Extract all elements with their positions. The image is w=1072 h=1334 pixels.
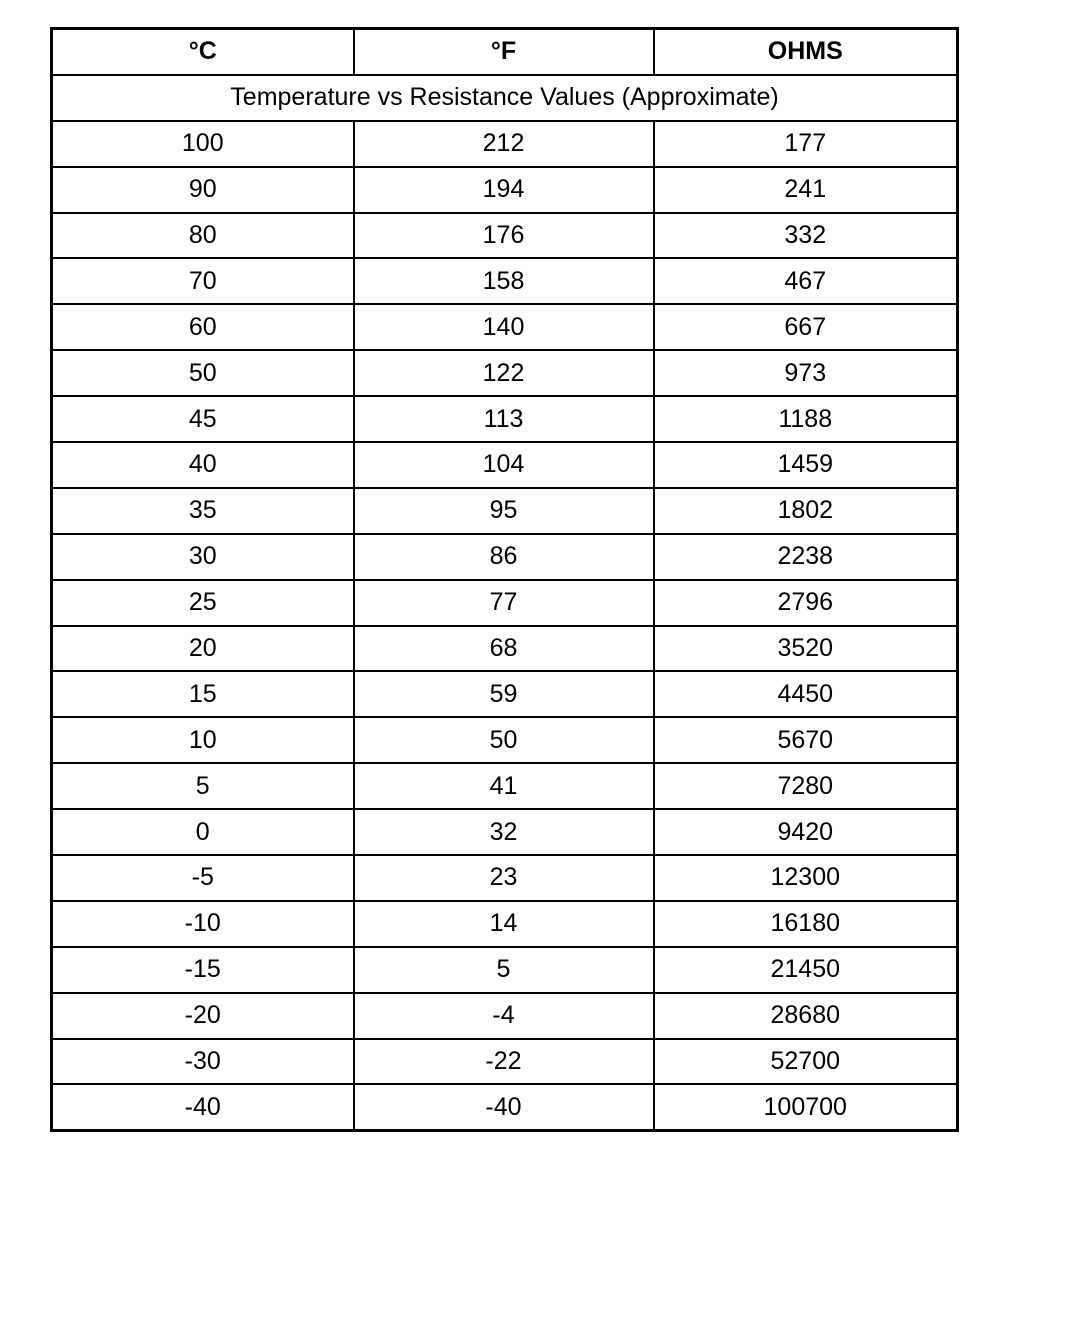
ohms-cell: 1802: [654, 488, 958, 534]
fahrenheit-cell: 14: [354, 901, 654, 947]
table-row: [52, 442, 958, 488]
celsius-cell: 40: [52, 442, 354, 488]
table-row: [52, 488, 958, 534]
table-row: [52, 258, 958, 304]
fahrenheit-cell: 176: [354, 213, 654, 259]
table-row: [52, 213, 958, 259]
celsius-cell: 30: [52, 534, 354, 580]
celsius-cell: 20: [52, 626, 354, 672]
ohms-cell: 100700: [654, 1084, 958, 1130]
fahrenheit-cell: 23: [354, 855, 654, 901]
fahrenheit-cell: 158: [354, 258, 654, 304]
table-row: [52, 350, 958, 396]
ohms-cell: 1459: [654, 442, 958, 488]
celsius-cell: -15: [52, 947, 354, 993]
ohms-cell: 7280: [654, 763, 958, 809]
celsius-cell: 70: [52, 258, 354, 304]
ohms-cell: 2796: [654, 580, 958, 626]
fahrenheit-cell: 122: [354, 350, 654, 396]
celsius-cell: 15: [52, 671, 354, 717]
fahrenheit-cell: 194: [354, 167, 654, 213]
header-ohms: OHMS: [654, 29, 958, 75]
ohms-cell: 241: [654, 167, 958, 213]
caption-row: [52, 75, 958, 121]
fahrenheit-cell: 212: [354, 121, 654, 167]
header-row: [52, 29, 958, 75]
table-row: [52, 1084, 958, 1130]
table-caption: Temperature vs Resistance Values (Approximate): [52, 75, 958, 121]
fahrenheit-cell: -40: [354, 1084, 654, 1130]
ohms-cell: 973: [654, 350, 958, 396]
ohms-cell: 2238: [654, 534, 958, 580]
ohms-cell: 1188: [654, 396, 958, 442]
ohms-cell: 5670: [654, 717, 958, 763]
header-celsius: °C: [52, 29, 354, 75]
table-row: [52, 993, 958, 1039]
ohms-cell: 21450: [654, 947, 958, 993]
celsius-cell: 100: [52, 121, 354, 167]
ohms-cell: 467: [654, 258, 958, 304]
celsius-cell: -5: [52, 855, 354, 901]
fahrenheit-cell: 41: [354, 763, 654, 809]
ohms-cell: 177: [654, 121, 958, 167]
table-row: [52, 717, 958, 763]
celsius-cell: 90: [52, 167, 354, 213]
celsius-cell: -10: [52, 901, 354, 947]
fahrenheit-cell: 32: [354, 809, 654, 855]
table-row: [52, 167, 958, 213]
celsius-cell: 5: [52, 763, 354, 809]
table-row: [52, 580, 958, 626]
fahrenheit-cell: 95: [354, 488, 654, 534]
celsius-cell: 80: [52, 213, 354, 259]
table-row: [52, 763, 958, 809]
table-row: [52, 304, 958, 350]
fahrenheit-cell: 140: [354, 304, 654, 350]
table-row: [52, 901, 958, 947]
celsius-cell: 45: [52, 396, 354, 442]
celsius-cell: 35: [52, 488, 354, 534]
table-row: [52, 947, 958, 993]
fahrenheit-cell: -4: [354, 993, 654, 1039]
table-row: [52, 855, 958, 901]
ohms-cell: 332: [654, 213, 958, 259]
table-body: [52, 75, 958, 1131]
ohms-cell: 52700: [654, 1039, 958, 1085]
fahrenheit-cell: 104: [354, 442, 654, 488]
ohms-cell: 28680: [654, 993, 958, 1039]
table-row: [52, 671, 958, 717]
ohms-cell: 3520: [654, 626, 958, 672]
fahrenheit-cell: 113: [354, 396, 654, 442]
fahrenheit-cell: 50: [354, 717, 654, 763]
celsius-cell: 25: [52, 580, 354, 626]
table-row: [52, 1039, 958, 1085]
ohms-cell: 16180: [654, 901, 958, 947]
celsius-cell: -40: [52, 1084, 354, 1130]
celsius-cell: -30: [52, 1039, 354, 1085]
fahrenheit-cell: -22: [354, 1039, 654, 1085]
ohms-cell: 667: [654, 304, 958, 350]
celsius-cell: 60: [52, 304, 354, 350]
fahrenheit-cell: 59: [354, 671, 654, 717]
header-fahrenheit: °F: [354, 29, 654, 75]
fahrenheit-cell: 86: [354, 534, 654, 580]
ohms-cell: 9420: [654, 809, 958, 855]
table-row: [52, 809, 958, 855]
celsius-cell: 0: [52, 809, 354, 855]
temperature-resistance-table: [50, 27, 959, 1132]
table-row: [52, 121, 958, 167]
ohms-cell: 4450: [654, 671, 958, 717]
fahrenheit-cell: 68: [354, 626, 654, 672]
table-row: [52, 626, 958, 672]
table-row: [52, 396, 958, 442]
fahrenheit-cell: 77: [354, 580, 654, 626]
ohms-cell: 12300: [654, 855, 958, 901]
fahrenheit-cell: 5: [354, 947, 654, 993]
celsius-cell: -20: [52, 993, 354, 1039]
table-header: [52, 29, 958, 75]
celsius-cell: 10: [52, 717, 354, 763]
table-row: [52, 534, 958, 580]
celsius-cell: 50: [52, 350, 354, 396]
